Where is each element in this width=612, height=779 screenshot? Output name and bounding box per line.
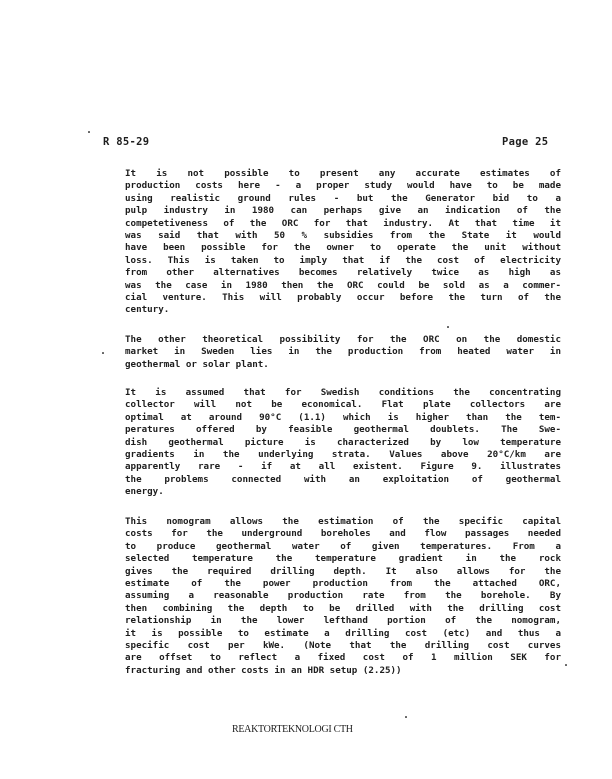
text-line: using realistic ground rules - but the Generator bid to a — [125, 192, 561, 204]
text-line: it is possible to estimate a drilling cost (etc) and thus a — [125, 627, 561, 639]
text-line: cial venture. This will probably occur before the turn of the — [125, 291, 561, 303]
text-line: have been possible for the owner to operate the unit without — [125, 242, 561, 254]
text-line: competetiveness of the ORC for that industry. At that time it — [125, 217, 561, 229]
text-line: century. — [125, 304, 170, 316]
text-line: was said that with 50 % subsidies from the State it would — [125, 229, 561, 241]
text-line: to produce geothermal water of given temperatures. From a — [125, 540, 561, 552]
text-line: was the case in 1980 then the ORC could be sold as a commer- — [125, 279, 561, 291]
text-line: costs for the underground boreholes and flow passages needed — [125, 528, 561, 540]
text-line: optimal at around 90°C (1.1) which is higher than the tem- — [125, 411, 561, 423]
scan-speck — [88, 131, 90, 133]
text-line: fracturing and other costs in an HDR setup (2.25)) — [125, 664, 402, 676]
text-line: This nomogram allows the estimation of the specific capital — [125, 516, 561, 527]
text-line: production costs here - a proper study would have to be made — [125, 180, 561, 192]
text-line: gradients in the underlying strata. Values above 20°C/km are — [125, 448, 561, 460]
text-line: from other alternatives becomes relatively twice as high as — [125, 267, 561, 279]
text-line: selected temperature the temperature gradient in the rock — [125, 553, 561, 565]
text-line: gives the required drilling depth. It also allows for the — [125, 565, 561, 577]
paragraph-nomogram — [125, 516, 561, 677]
text-line: market in Sweden lies in the production from heated water in — [125, 346, 561, 358]
paragraph-domestic-market — [125, 334, 561, 371]
text-line: It is assumed that for Swedish conditions the concentrating — [125, 387, 561, 398]
text-line: collector will not be economical. Flat plate collectors are — [125, 399, 561, 411]
text-line: assuming a reasonable production rate from the borehole. By — [125, 590, 561, 602]
scan-speck — [102, 352, 104, 354]
text-line: dish geothermal picture is characterized by low temperature — [125, 436, 561, 448]
text-line: peratures offered by feasible geothermal doublets. The Swe- — [125, 424, 561, 436]
paragraph-swedish-conditions — [125, 387, 561, 499]
paragraph-production-costs — [125, 168, 561, 317]
text-line: energy. — [125, 486, 164, 498]
report-id: R 85-29 — [103, 136, 150, 148]
text-line: then combining the depth to be drilled with the drilling cost — [125, 602, 561, 614]
text-line: are offset to reflect a fixed cost of 1 million SEK for — [125, 652, 561, 664]
scan-speck — [565, 664, 567, 666]
text-line: estimate of the power production from the attached ORC, — [125, 577, 561, 589]
scan-speck — [447, 326, 449, 328]
text-line: specific cost per kWe. (Note that the drilling cost curves — [125, 639, 561, 651]
scan-speck — [405, 716, 407, 718]
text-line: loss. This is taken to imply that if the cost of electricity — [125, 254, 561, 266]
text-line: pulp industry in 1980 can perhaps give an indication of the — [125, 205, 561, 217]
footer-institution: REAKTORTEKNOLOGI CTH — [232, 724, 353, 735]
page-number: Page 25 — [502, 136, 549, 148]
text-line: the problems connected with an exploitation of geothermal — [125, 473, 561, 485]
text-line: The other theoretical possibility for the ORC on the domestic — [125, 334, 561, 345]
text-line: It is not possible to present any accurate estimates of — [125, 168, 561, 179]
text-line: relationship in the lower lefthand portion of the nomogram, — [125, 615, 561, 627]
text-line: geothermal or solar plant. — [125, 358, 269, 370]
text-line: apparently rare - if at all existent. Figure 9. illustrates — [125, 461, 561, 473]
